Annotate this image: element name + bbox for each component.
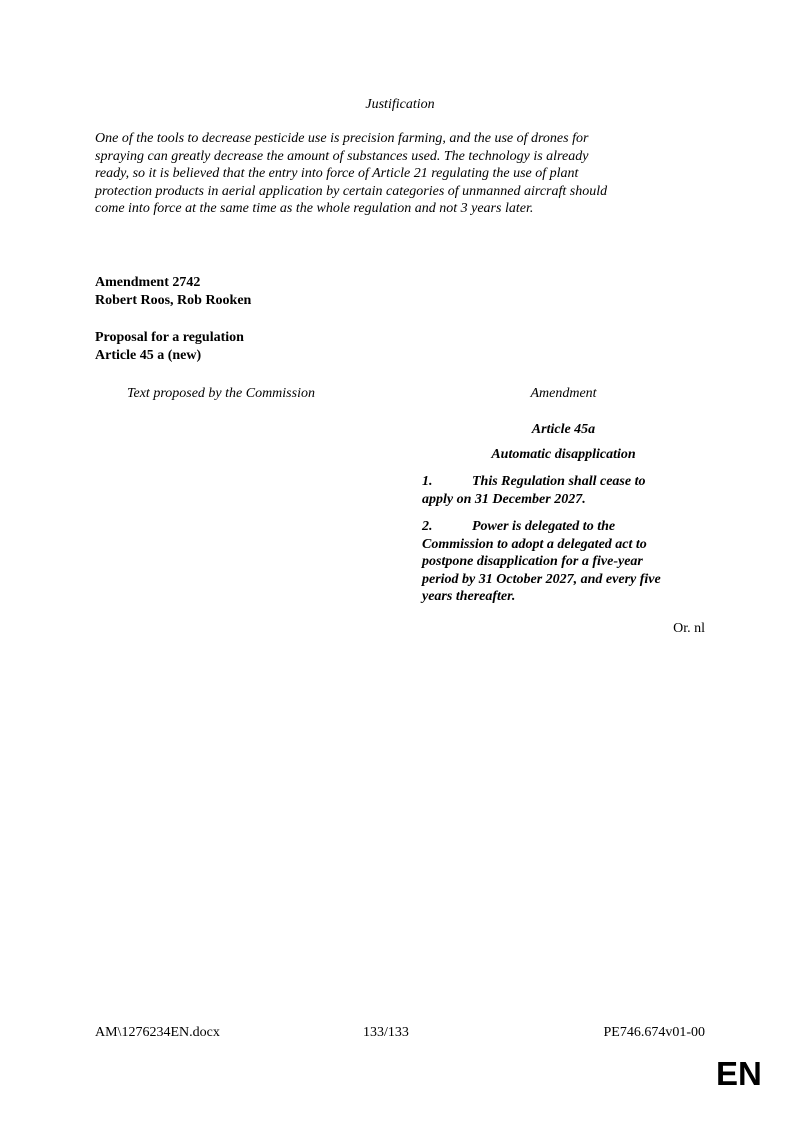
language-code: EN: [716, 1055, 762, 1092]
amendment-column-heading: Amendment: [530, 386, 597, 401]
justification-line: protection products in aerial application by certain categories of unmanned aircraft should: [95, 183, 608, 199]
paragraph-number: 2.: [422, 519, 433, 534]
original-language-note: Or. nl: [673, 621, 705, 636]
amendment-header: [95, 274, 251, 310]
article-subtitle: Automatic disapplication: [491, 447, 636, 462]
paragraph-text: Power is delegated to the: [472, 519, 616, 534]
proposal-header: [95, 329, 244, 365]
footer-pe-number: PE746.674v01-00: [603, 1025, 705, 1040]
justification-line: come into force at the same time as the whole regulation and not 3 years later.: [95, 201, 534, 216]
justification-line: ready, so it is believed that the entry into force of Article 21 regulating the use of plant: [95, 166, 579, 181]
paragraph-line: years thereafter.: [422, 589, 516, 604]
proposal-title: Proposal for a regulation: [95, 330, 244, 345]
footer-document-reference: AM\1276234EN.docx: [95, 1025, 220, 1040]
paragraph-text: This Regulation shall cease to: [472, 474, 646, 489]
justification-line: spraying can greatly decrease the amount of substances used. The technology is already: [95, 148, 589, 164]
amendment-authors: Robert Roos, Rob Rooken: [95, 293, 252, 308]
article-title: Article 45a: [531, 422, 596, 437]
justification-heading: Justification: [365, 97, 435, 112]
footer-page-number: 133/133: [363, 1025, 409, 1040]
paragraph-line: period by 31 October 2027, and every five: [422, 571, 661, 587]
justification-line: One of the tools to decrease pesticide use is precision farming, and the use of drones for: [95, 131, 589, 146]
proposal-article: Article 45 a (new): [95, 348, 202, 363]
amendment-paragraph-2: [422, 518, 705, 606]
amendment-paragraph-1: [422, 473, 705, 508]
amendment-number: Amendment 2742: [95, 275, 201, 290]
commission-text-heading: Text proposed by the Commission: [127, 386, 315, 401]
paragraph-line: postpone disapplication for a five-year: [422, 554, 643, 569]
justification-text: [95, 130, 705, 218]
paragraph-line: apply on 31 December 2027.: [422, 491, 586, 507]
paragraph-first-line: [422, 473, 705, 491]
paragraph-line: Commission to adopt a delegated act to: [422, 536, 647, 552]
paragraph-first-line: [422, 518, 705, 536]
paragraph-number: 1.: [422, 474, 433, 489]
